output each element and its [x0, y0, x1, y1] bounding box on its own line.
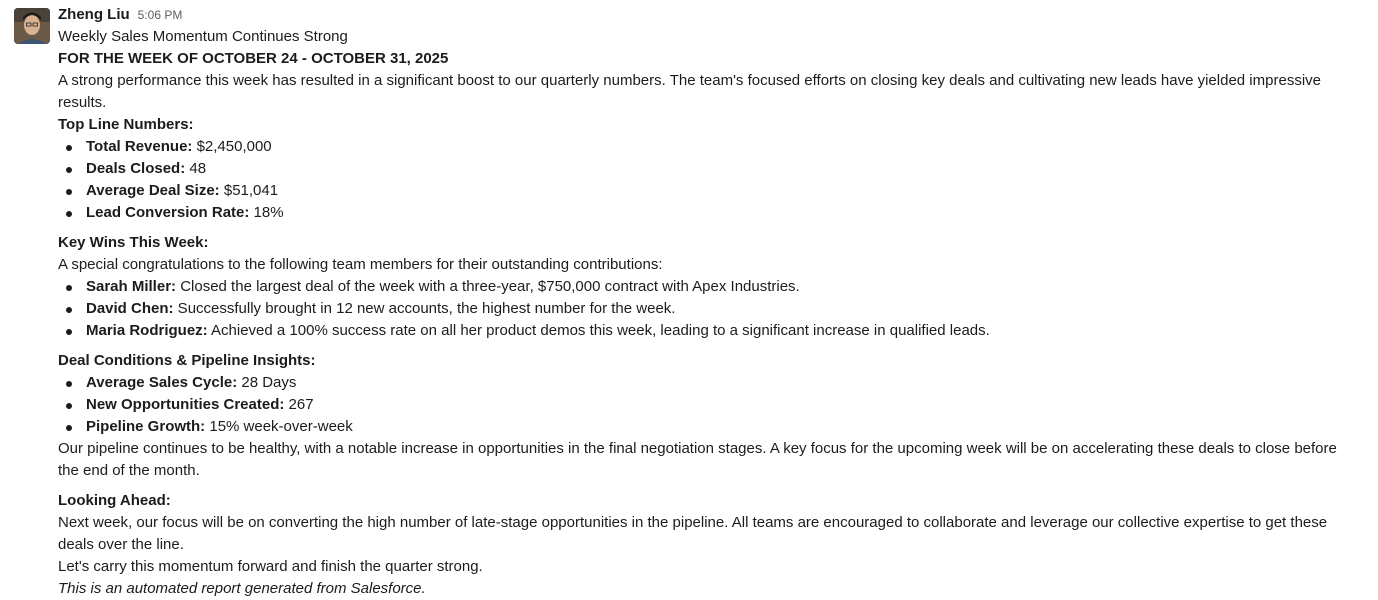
bullet-icon	[66, 307, 72, 313]
bullet-icon	[66, 329, 72, 335]
intro-paragraph: A strong performance this week has resulted in a significant boost to our quarterly numbers. The team's focused efforts on closing key deals and cultivating new leads have yielded impressive results.	[58, 72, 1321, 111]
avatar[interactable]	[14, 8, 50, 44]
bullet-icon	[66, 381, 72, 387]
item-label: Average Deal Size:	[86, 182, 220, 199]
bullet-icon	[66, 189, 72, 195]
message-header	[58, 4, 1358, 26]
item-label: Deals Closed:	[86, 160, 186, 177]
bullet-icon	[66, 167, 72, 173]
item-value: 48	[185, 160, 207, 177]
looking-ahead-heading: Looking Ahead:	[58, 492, 171, 509]
looking-ahead-text: Next week, our focus will be on converting the high number of late-stage opportunities in the pipeline. All teams are encouraged to collaborate and leverage our collective expertise to get these deals over the line.	[58, 514, 1328, 553]
item-value: 18%	[249, 204, 284, 221]
bullet-icon	[66, 285, 72, 291]
item-value: $51,041	[219, 182, 279, 199]
list-item	[58, 298, 1358, 320]
list-item	[58, 180, 1358, 202]
list-item	[58, 202, 1358, 224]
item-value: 267	[284, 396, 314, 413]
item-value: Successfully brought in 12 new accounts, the highest number for the week.	[173, 300, 676, 317]
list-item	[58, 158, 1358, 180]
user-photo-icon	[14, 8, 50, 44]
list-item	[58, 416, 1358, 438]
key-wins-intro: A special congratulations to the following team members for their outstanding contributions:	[58, 256, 663, 273]
pipeline-summary: Our pipeline continues to be healthy, with a notable increase in opportunities in the final negotiation stages. A key focus for the upcoming week will be on accelerating these deals to close before the end of the month.	[58, 440, 1337, 479]
list-item	[58, 276, 1358, 298]
item-label: Lead Conversion Rate:	[86, 204, 250, 221]
bullet-icon	[66, 403, 72, 409]
list-item	[58, 320, 1358, 342]
message-timestamp[interactable]: 5:06 PM	[137, 8, 183, 22]
automated-report-note: This is an automated report generated from Salesforce.	[58, 580, 426, 597]
list-item	[58, 136, 1358, 158]
item-label: Pipeline Growth:	[86, 418, 206, 435]
item-label: Maria Rodriguez:	[86, 322, 208, 339]
message-title: Weekly Sales Momentum Continues Strong	[58, 28, 348, 45]
item-value: 15% week-over-week	[205, 418, 353, 435]
bullet-icon	[66, 145, 72, 151]
item-label: Average Sales Cycle:	[86, 374, 238, 391]
item-label: New Opportunities Created:	[86, 396, 285, 413]
top-line-heading: Top Line Numbers:	[58, 116, 194, 133]
key-wins-list	[58, 276, 1358, 342]
item-value: $2,450,000	[192, 138, 272, 155]
pipeline-list	[58, 372, 1358, 438]
item-value: Achieved a 100% success rate on all her product demos this week, leading to a significant increase in qualified leads.	[207, 322, 990, 339]
sender-name[interactable]: Zheng Liu	[58, 6, 130, 23]
item-label: David Chen:	[86, 300, 174, 317]
top-line-list	[58, 136, 1358, 224]
bullet-icon	[66, 211, 72, 217]
list-item	[58, 394, 1358, 416]
bullet-icon	[66, 425, 72, 431]
key-wins-heading: Key Wins This Week:	[58, 234, 209, 251]
list-item	[58, 372, 1358, 394]
pipeline-heading: Deal Conditions & Pipeline Insights:	[58, 352, 316, 369]
item-label: Sarah Miller:	[86, 278, 177, 295]
item-value: Closed the largest deal of the week with a three-year, $750,000 contract with Apex Industries.	[176, 278, 800, 295]
closing-line: Let's carry this momentum forward and finish the quarter strong.	[58, 558, 483, 575]
week-heading: FOR THE WEEK OF OCTOBER 24 - OCTOBER 31, 2025	[58, 50, 449, 67]
item-label: Total Revenue:	[86, 138, 193, 155]
item-value: 28 Days	[237, 374, 297, 391]
